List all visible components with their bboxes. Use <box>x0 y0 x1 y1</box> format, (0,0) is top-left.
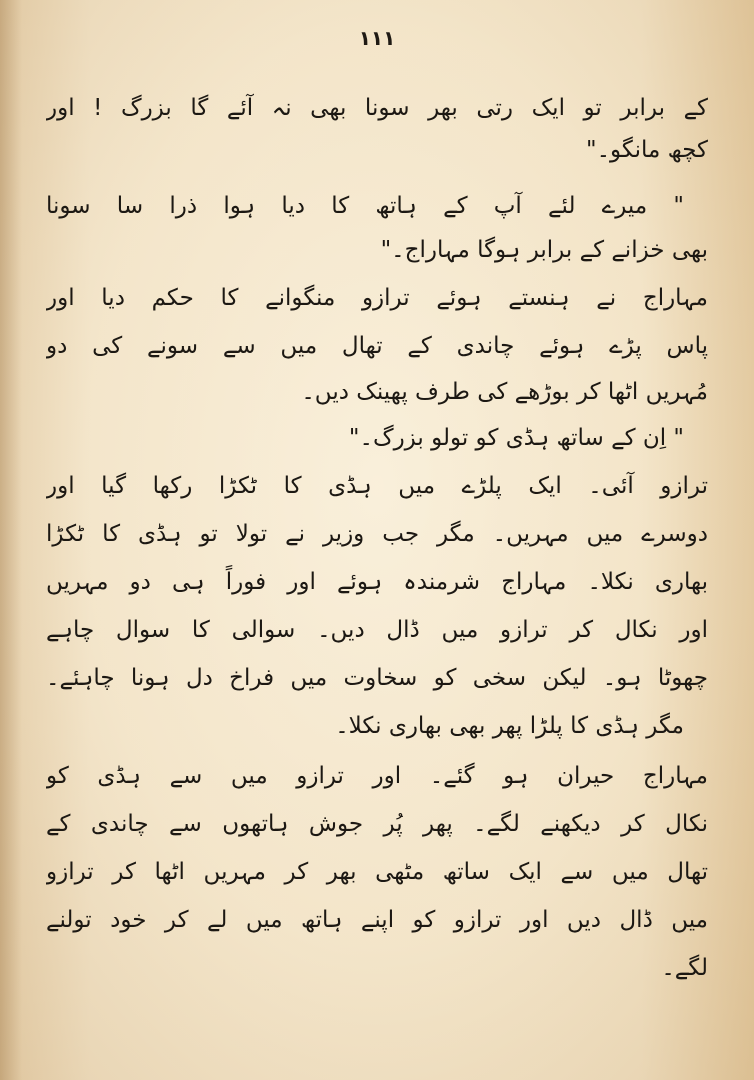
text-line: لگے۔ <box>661 955 708 981</box>
text-line: اور نکال کر ترازو میں ڈال دیں۔ سوالی کا سوال چاہے <box>46 617 708 643</box>
text-line: کے برابر تو ایک رتی بھر سونا بھی نہ آئے گا بزرگ ! اور <box>46 95 708 121</box>
text-line: ترازو آئی۔ ایک پلڑے میں ہڈی کا ٹکڑا رکھا گیا اور <box>46 473 708 499</box>
text-line: " میرے لئے آپ کے ہاتھ کا دیا ہوا ذرا سا سونا <box>46 193 684 219</box>
text-line: مگر ہڈی کا پلڑا پھر بھی بھاری نکلا۔ <box>335 713 684 739</box>
text-line: کچھ مانگو۔" <box>585 137 708 163</box>
text-line: چھوٹا ہو۔ لیکن سخی کو سخاوت میں فراخ دل ہونا چاہئے۔ <box>46 665 708 691</box>
text-line: پاس پڑے ہوئے چاندی کے تھال میں سے سونے کی دو <box>46 333 708 359</box>
text-line: تھال میں سے ایک ساتھ مٹھی بھر کر مہریں اٹھا کر ترازو <box>46 859 708 885</box>
text-line: نکال کر دیکھنے لگے۔ پھر پُر جوش ہاتھوں سے چاندی کے <box>46 811 708 837</box>
text-line: مہاراج حیران ہو گئے۔ اور ترازو میں سے ہڈی کو <box>46 763 708 789</box>
page-number: ۱۱۱ <box>358 26 396 50</box>
text-line: بھاری نکلا۔ مہاراج شرمندہ ہوئے اور فوراً ہی دو مہریں <box>46 569 708 595</box>
text-line: مہاراج نے ہنستے ہوئے ترازو منگوانے کا حکم دیا اور <box>46 285 708 311</box>
text-line: مُہریں اٹھا کر بوڑھے کی طرف پھینک دیں۔ <box>301 379 708 405</box>
text-line: میں ڈال دیں اور ترازو کو اپنے ہاتھ میں لے کر خود تولنے <box>46 907 708 933</box>
page-edge-shadow <box>0 0 22 1080</box>
text-line: " اِن کے ساتھ ہڈی کو تولو بزرگ۔" <box>348 425 684 451</box>
text-line: بھی خزانے کے برابر ہوگا مہاراج۔" <box>380 237 708 263</box>
text-line: دوسرے میں مہریں۔ مگر جب وزیر نے تولا تو ہڈی کا ٹکڑا <box>46 521 708 547</box>
